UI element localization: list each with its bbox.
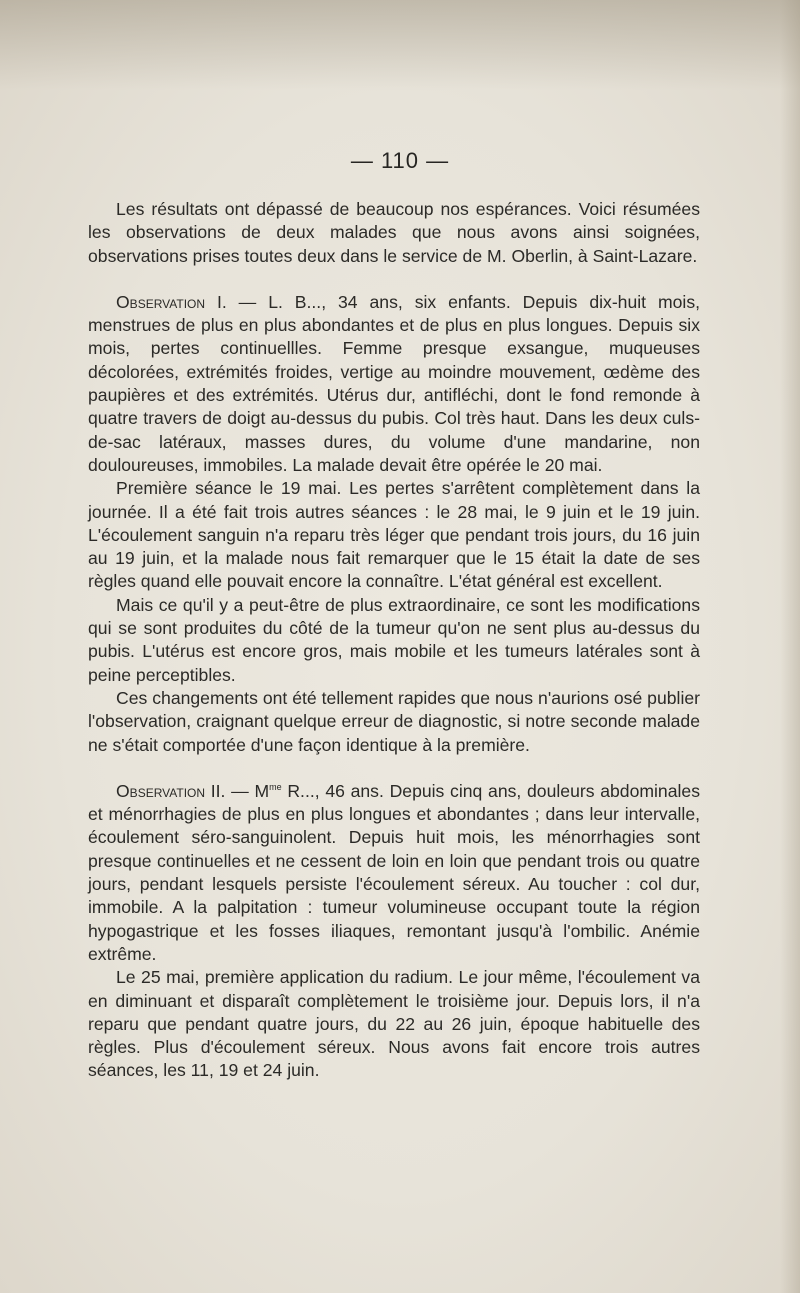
paragraph-observation-2 [88, 780, 700, 966]
paragraph-intro: Les résultats ont dépassé de beaucoup nos espérances. Voici résumées les observations de deux malades que nous avons ainsi soignées, observations prises toutes deux dans le service de M. Oberlin, à Saint-Lazare. [88, 199, 700, 266]
observation-2-title-superscript: me [269, 781, 282, 792]
paragraph-radium-application: Le 25 mai, première application du radium. Le jour même, l'écoulement va en diminuant et disparaît complètement le troisième jour. Depuis lors, il n'a reparu que pendant quatre jours, du 22 au 26 juin, époque habituelle des règles. Plus d'écoulement séreux. Nous avons fait encore trois autres séances, les 11, 19 et 24 juin. [88, 967, 700, 1081]
observation-1-text: L. B..., 34 ans, six enfants. Depuis dix-huit mois, menstrues de plus en plus abondantes et de plus en plus longues. Depuis six mois, pertes continuellles. Femme presque exsangue, muqueuses décolorées, extrémités froides, vertige au moindre mouvement, œdème des paupières et des extrémités. Utérus dur, antifléchi, dont le fond remonde à quatre travers de doigt au-dessus du pubis. Col très haut. Dans les deux culs-de-sac latéraux, masses dures, du volume d'une mandarine, non douloureuses, immobiles. La malade devait être opérée le 20 mai. [88, 291, 701, 475]
body-text [88, 198, 700, 1083]
paragraph-observation-1 [88, 291, 700, 477]
page-shadow-right [780, 0, 800, 1293]
observation-1-label: Observation I. — [116, 291, 257, 312]
observation-2-text: R..., 46 ans. Depuis cinq ans, douleurs abdominales et ménorrhagies de plus en plus longues et abondantes ; dans leur intervalle, écoulement séro-sanguinolent. Depuis huit mois, les ménorrhagies sont presque continuelles et ne cessent de loin en loin que pendant trois ou quatre jours, pendant lesquels persiste l'écoulement séreux. Au toucher : col dur, immobile. A la palpitation : tumeur volumineuse occupant toute la région hypogastrique et les fosses iliaques, remontant jusqu'à l'ombilic. Anémie extrême. [88, 780, 700, 964]
observation-2-title: M [254, 780, 270, 801]
paragraph-first-session: Première séance le 19 mai. Les pertes s'arrêtent complètement dans la journée. Il a été fait trois autres séances : le 28 mai, le 9 juin et le 19 juin. L'écoulement sanguin n'a reparu très léger que pendant trois jours, du 16 juin au 19 juin, et la malade nous fait remarquer que le 15 était la date de ses règles quand elle pouvait encore la connaître. L'état général est excellent. [88, 478, 700, 592]
paragraph-publication-note: Ces changements ont été tellement rapides que nous n'aurions osé publier l'observation, craignant quelque erreur de diagnostic, si notre seconde malade ne s'était comportée d'une façon identique à la première. [88, 687, 700, 755]
observation-2-label: Observation II. — [116, 780, 249, 801]
paragraph-tumor-changes: Mais ce qu'il y a peut-être de plus extraordinaire, ce sont les modifications qui se sont produites du côté de la tumeur qu'on ne sent plus au-dessus du pubis. L'utérus est encore gros, mais mobile et les tumeurs latérales sont à peine perceptibles. [88, 594, 700, 685]
page-shadow-top [0, 0, 800, 90]
page-number: — 110 — [350, 148, 450, 173]
